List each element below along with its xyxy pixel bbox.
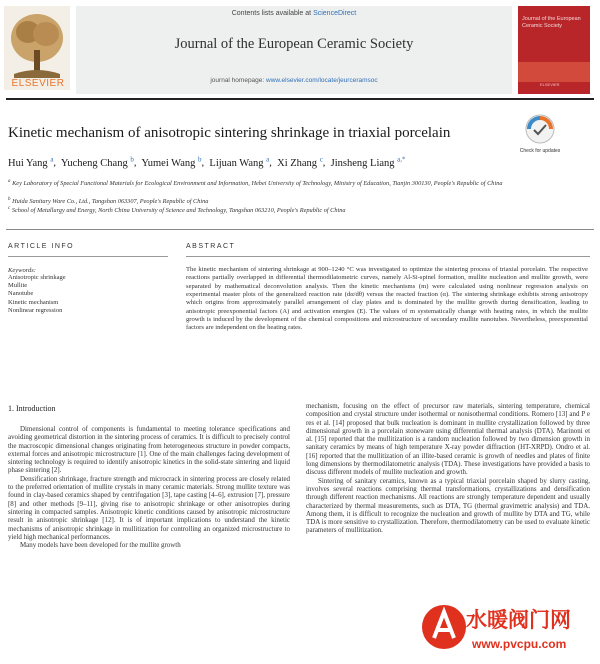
title-block-rule (6, 229, 594, 230)
section-heading-introduction: 1. Introduction (8, 404, 56, 413)
paragraph: Densification shrinkage, fracture strength and microcrack in sintering process are closely related to the preferred orientation of mullite crystals in many ceramic materials. Strong mullite texture was found in clay-based ceramics shaped by centrifugation [3], tape casting [4–6], extrusion [7], pressure [8] and other methods [9–11], giving rise to anisotropic shrinkage or other anisotropies during sintering in compacted samples. Anisotropic kinetic conditions caused by anisotropic microstructure result in anisotropic shrinkage [12]. It is of important implications to understand the kinetic mechanisms of anisotropic shrinkage in mullitization for controlling an organized microstructure to yield high mechanical performances. (8, 474, 290, 541)
abstract-heading: ABSTRACT (186, 243, 236, 250)
paragraph: Sintering of sanitary ceramics, known as a typical triaxial porcelain shaped by slurry casting, involves several reactions comprising thermal transformations, crystallizations and densification through different reaction mechanisms. All reactions are strongly temperature dependent and usually characterized by thermal measurements, such as DTA, TG (thermal gravimetric analysis) and TDA. Among them, it is difficult to recognize the nucleation and growth of mullite by DTA and TG, while TDA is more sensitive to crystallization. Therefore, thermodilatometry can be used to evaluate kinetic parameters of mullitization. (306, 476, 590, 535)
affiliation: $^c$ School of Metallurgy and Energy, North China University of Science and Technology, Tangshan 063210, People's Republic of China (8, 206, 346, 215)
keyword: Mullite (8, 282, 28, 290)
contents-line (76, 10, 512, 17)
keyword: Nonlinear regression (8, 306, 63, 314)
article-title: Kinetic mechanism of anisotropic sintering shrinkage in triaxial porcelain (8, 125, 451, 141)
check-for-updates-icon[interactable] (520, 112, 560, 146)
watermark-text: 水暖阀门网 (466, 608, 571, 632)
abstract-text: The kinetic mechanism of sintering shrinkage at 900–1240 °C was investigated to optimize the sintering process of triaxial porcelain. The respective reactions partially overlapped in differential thermodilatometric curves, namely Al-Si-spinel formation, mullite nucleation and mullite growth, were separated by mathematical deconvolution analysis. Then the kinetic mechanisms (m) were calculated using nonlinear regression analysis on experimental master plots of the generalized reaction rate (dα/dθ) versus the reacted fraction (α). The sintering shrinkage exhibits strong anisotropy which origins from approximately parallel arrangement of clay plates and is dominated by the mullite growth during densification, leading to anisotropic preexponential factors (A) and activation energies (E). The values of m systematically change with heating rates, in which the mullite growth is induced by the development of the chemical compositions and microstructure of secondary mullite nanotubes. Nevertheless, preexponential factors are independent on the heating rates. (186, 266, 588, 332)
journal-name: Journal of the European Ceramic Society (174, 36, 414, 52)
body-column-right (306, 402, 590, 535)
keywords-list (8, 274, 66, 315)
author[interactable]: Yucheng Chang $^b$ (60, 155, 134, 169)
author[interactable]: Lijuan Wang $^a$ (209, 155, 270, 169)
author[interactable]: Hui Yang $^a$ (8, 155, 54, 169)
paragraph: mechanism, focusing on the effect of precursor raw materials, sintering temperature, chemical composition and crystal structure under isothermal or nonisothermal conditions. Romero [13] and P e res et al. [14] proposed that bulk nucleation is dominant in mullite crystallization followed by three dimensional growth in a porcelain stoneware using differential thermal analysis (DTA). Marinoni et al. [15] reported that the mullitization is a random nucleation followed by two dimension growth in sanitary ceramics by means of high temperature X-ray powder diffraction (HT-XRPD). Ondro et al. [16] reported that the mullitization of an illite-based ceramic is growth of needles and plates of finite long dimensions by thermodilatometric analysis (TDA). These investigations have provided a basis to discuss different models of mullite nucleation and growth. (306, 402, 590, 477)
paragraph: Many models have been developed for the mullite growth (20, 541, 181, 550)
homepage-line (76, 77, 512, 84)
paragraph: Dimensional control of components is fundamental to meeting tolerance specifications and avoiding geometrical distortion in the sintering process of ceramics. It is difficult to precisely control the macroscopic dimensional changes originating from heterogeneous structure in powder compacts, external forces and anisotropic microstructure [1]. One of the main challenges facing development of sintering technology is required to identify anisotropic kinetics in the solid-state sintering and liquid phase sintering [2]. (8, 425, 290, 475)
abstract-rule (186, 256, 590, 257)
article-info-heading: ARTICLE INFO (8, 243, 75, 250)
keywords-heading: Keywords: (8, 267, 36, 274)
cover-band (518, 62, 590, 82)
homepage-prefix: journal homepage: (210, 77, 267, 84)
author[interactable]: Yumei Wang $^b$ (141, 155, 202, 169)
author[interactable]: Xi Zhang $^c$ (277, 155, 323, 169)
contents-prefix: Contents lists available at (231, 10, 314, 17)
body-column-left (8, 425, 290, 549)
article-info-rule (8, 256, 168, 257)
check-for-updates-label[interactable]: Check for updates (519, 148, 561, 154)
affiliation: $^b$ Huida Sanitary Ware Co., Ltd., Tangshan 063307, People's Republic of China (8, 197, 209, 206)
keyword: Anisotropic shrinkage (8, 274, 66, 281)
author-list: Hui Yang $^a$, Yucheng Chang $^b$, Yumei Wang $^b$, Lijuan Wang $^a$, Xi Zhang $^c$, Jinsheng Liang $^{a,*}$ (8, 155, 406, 169)
keyword: Nanotube (8, 290, 34, 298)
author[interactable]: Jinsheng Liang $^{a,*}$ (330, 155, 406, 169)
cover-publisher: ELSEVIER (540, 82, 560, 87)
watermark-url: www.pvcpu.com (472, 637, 567, 651)
publisher-name: ELSEVIER (11, 78, 65, 89)
header-rule (6, 98, 594, 100)
cover-title: Journal of the European Ceramic Society (522, 16, 581, 29)
sciencedirect-link[interactable]: ScienceDirect (313, 10, 357, 17)
homepage-link[interactable]: www.elsevier.com/locate/jeurceramsoc (266, 77, 378, 84)
keyword: Kinetic mechanism (8, 298, 59, 306)
affiliation: $^a$ Key Laboratory of Special Functional Materials for Ecological Environment and Information, Hebei University of Technology, Ministry of Education, Tianjin 300130, People's Republic of China (8, 179, 503, 188)
